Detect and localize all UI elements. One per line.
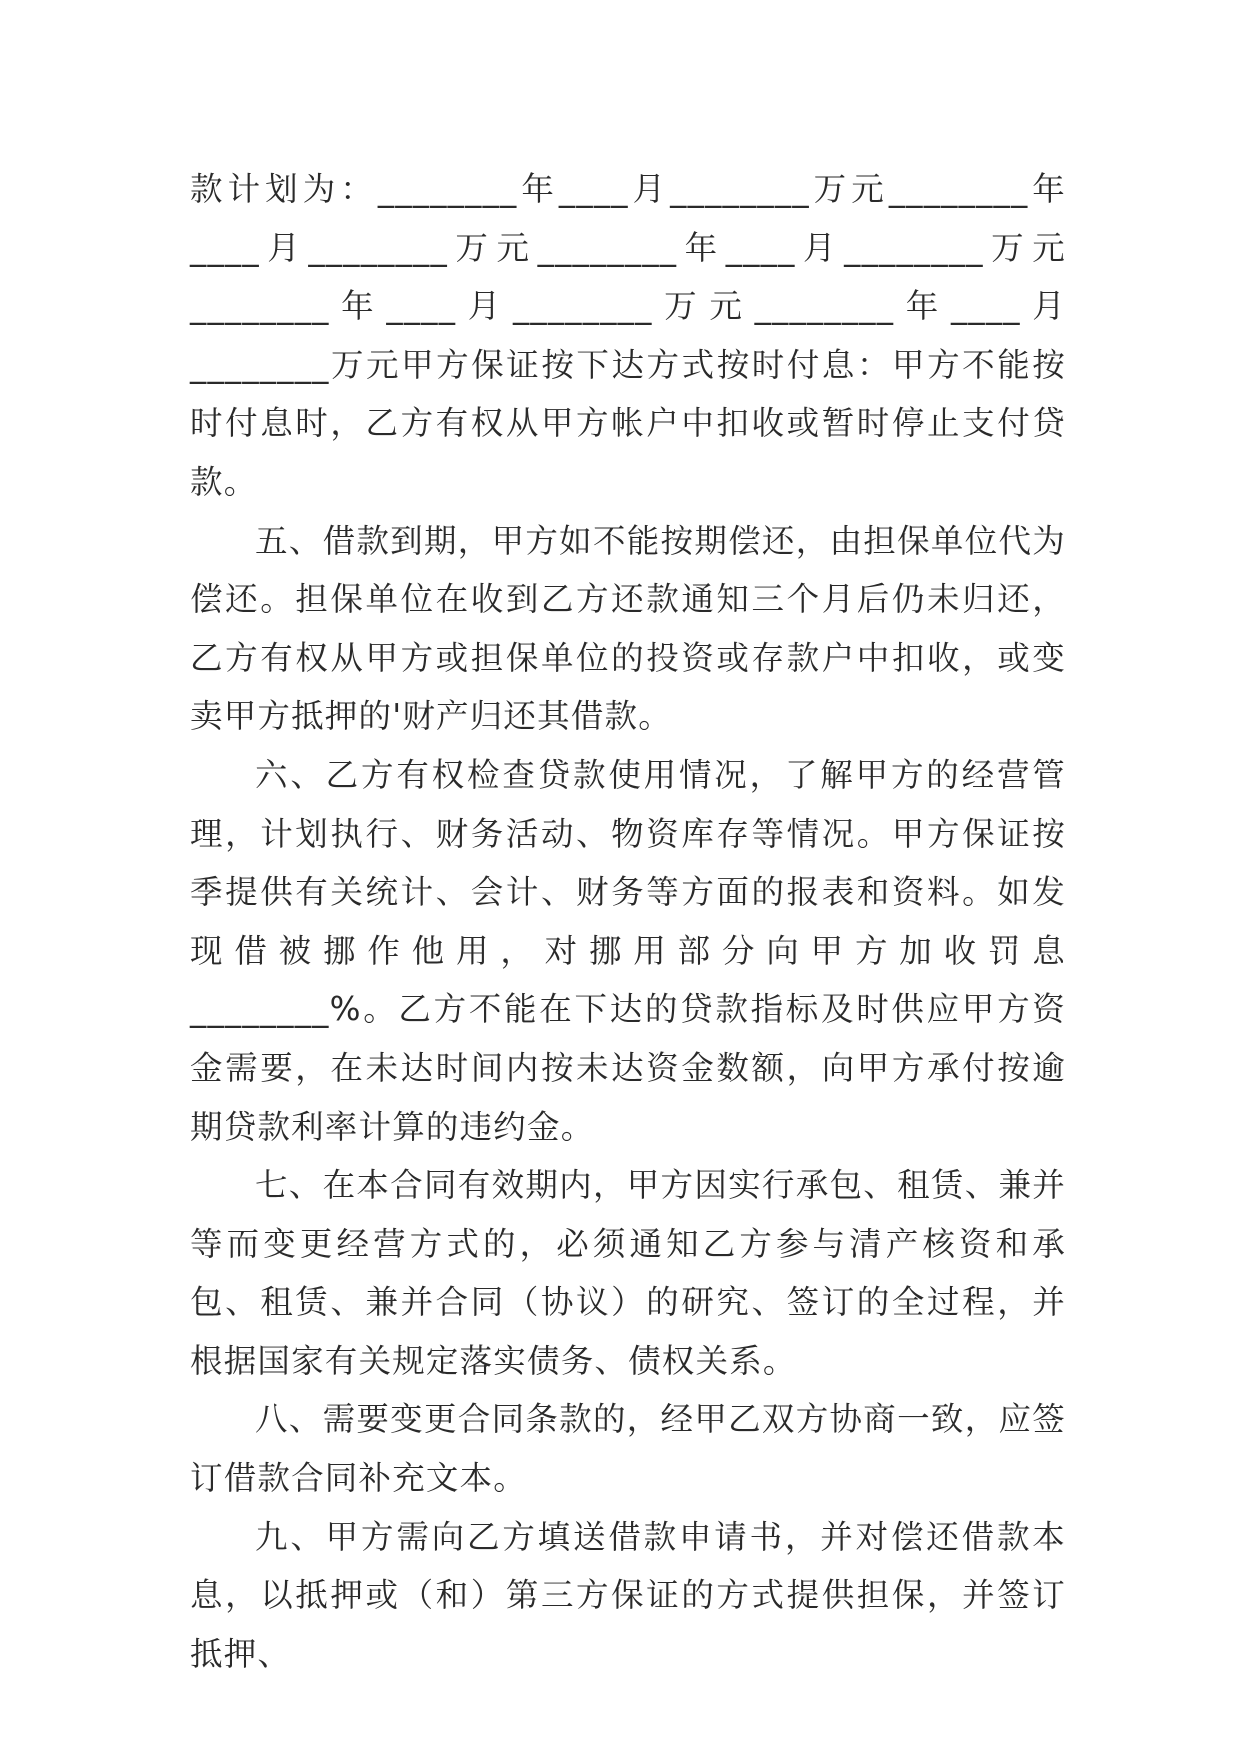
paragraph-clause-5: 五、借款到期，甲方如不能按期偿还，由担保单位代为偿还。担保单位在收到乙方还款通知三个月后仍未归还，乙方有权从甲方或担保单位的投资或存款户中扣收，或变卖甲方抵押的'财产归还其借款。	[190, 521, 1066, 736]
paragraph-repayment-plan: 款计划为：________年____月________万元________年____月________万元________年____月________万元________年____月________万元________年____月________万元甲方保证按下达方式按时付息：甲方不能按时付息时，乙方有权从甲方帐户中扣收或暂时停止支付贷款。	[190, 170, 1066, 501]
document-page	[190, 160, 1066, 1683]
paragraph-clause-7: 七、在本合同有效期内，甲方因实行承包、租赁、兼并等而变更经营方式的，必须通知乙方参与清产核资和承包、租赁、兼并合同（协议）的研究、签订的全过程，并根据国家有关规定落实债务、债权关系。	[190, 1166, 1066, 1380]
paragraph-clause-8: 八、需要变更合同条款的，经甲乙双方协商一致，应签订借款合同补充文本。	[190, 1400, 1066, 1498]
paragraph-clause-6: 六、乙方有权检查贷款使用情况，了解甲方的经营管理，计划执行、财务活动、物资库存等情况。甲方保证按季提供有关统计、会计、财务等方面的报表和资料。如发现借被挪作他用，对挪用部分向甲方加收罚息________%。乙方不能在下达的贷款指标及时供应甲方资金需要，在未达时间内按未达资金数额，向甲方承付按逾期贷款利率计算的违约金。	[190, 755, 1066, 1146]
paragraph-clause-9: 九、甲方需向乙方填送借款申请书，并对偿还借款本息，以抵押或（和）第三方保证的方式提供担保，并签订抵押、	[190, 1517, 1066, 1673]
